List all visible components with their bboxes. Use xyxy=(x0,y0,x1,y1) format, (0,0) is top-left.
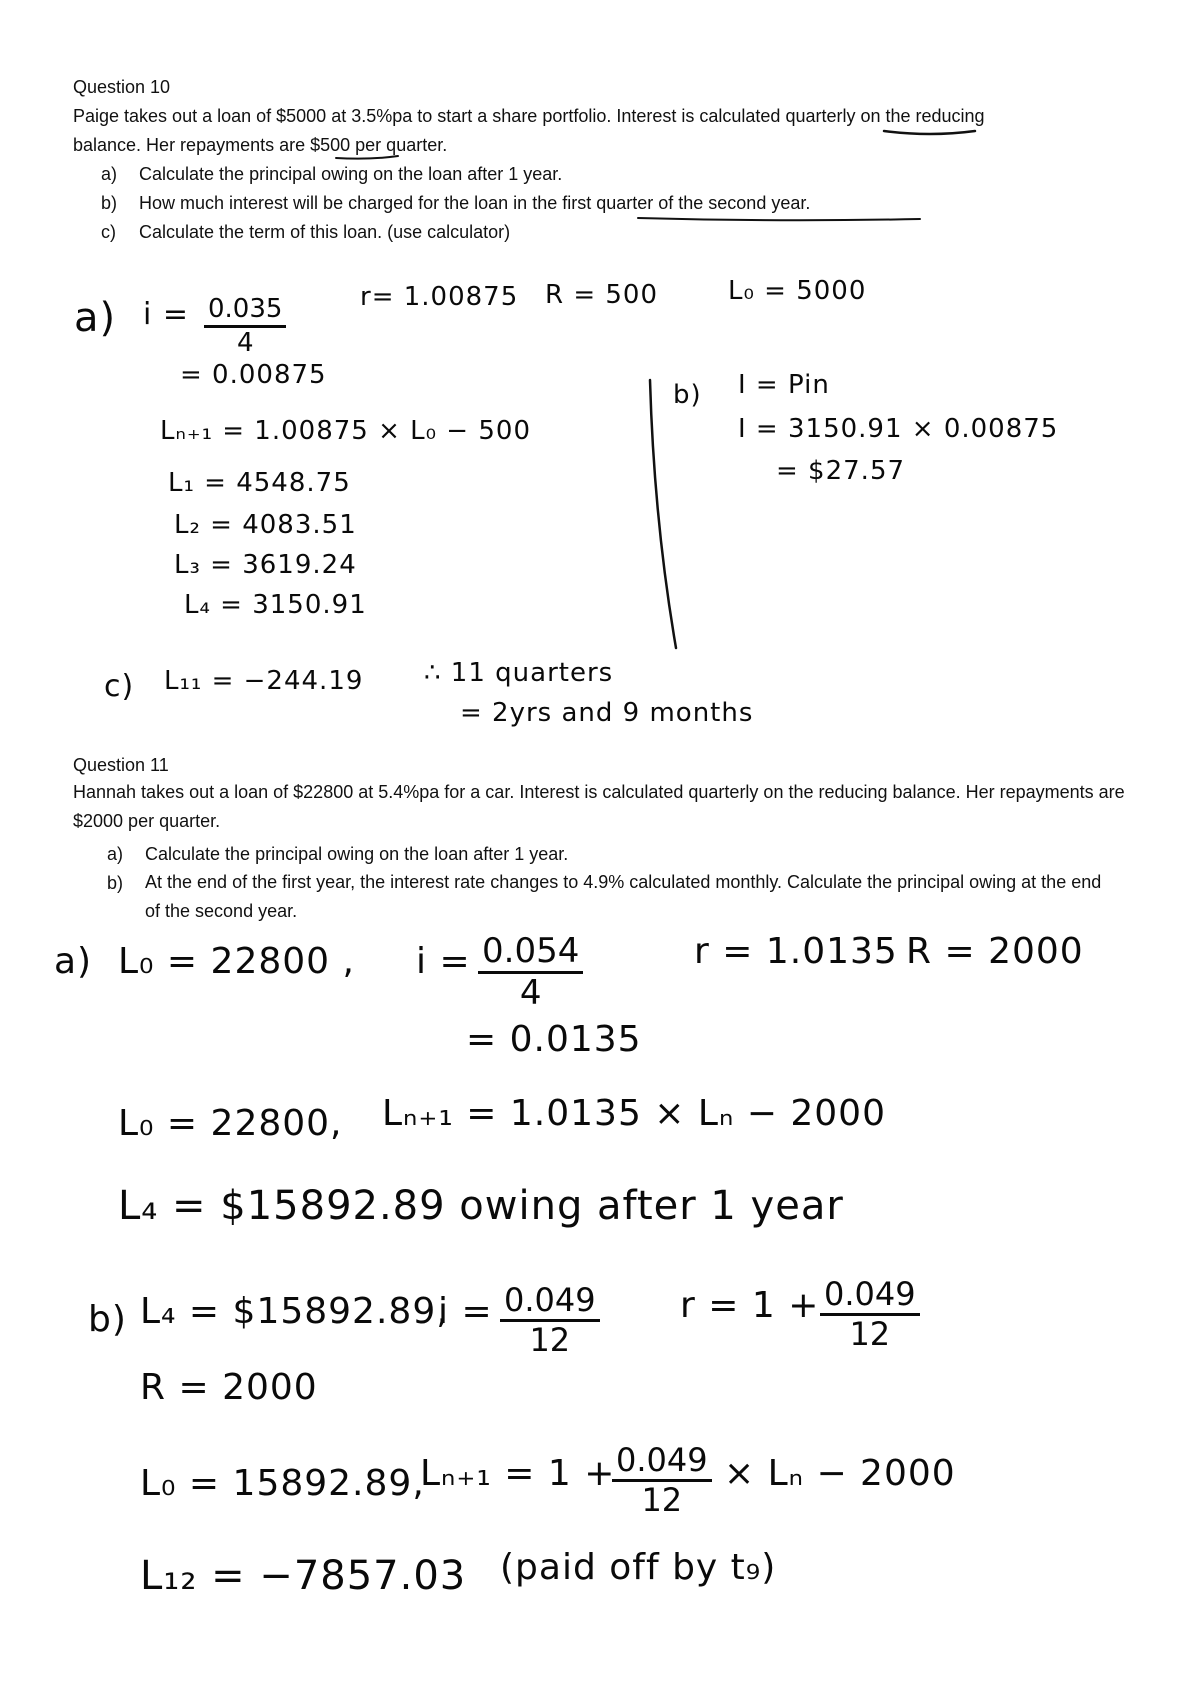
underline-quarterly xyxy=(884,131,975,134)
q11-work-L0: L₀ = 22800 , xyxy=(118,941,355,982)
q10-work-i-fraction xyxy=(204,296,286,356)
q11-prompt: Hannah takes out a loan of $22800 at 5.4%pa for a car. Interest is calculated quarterly on the reducing balance. Her repayments are $2000 per quarter. xyxy=(73,782,1125,831)
q11-work-b-L4: L₄ = $15892.89, xyxy=(140,1291,449,1332)
q10-work-i-numerator: 0.035 xyxy=(204,296,286,328)
q11-work-b-R: R = 2000 xyxy=(140,1367,318,1408)
q10-work-r: r= 1.00875 xyxy=(360,282,519,312)
q10-work-i-lhs: i = xyxy=(143,297,190,332)
q10-part-a-text: Calculate the principal owing on the loan after 1 year. xyxy=(139,164,563,184)
q11-work-b-i-lhs: i = xyxy=(438,1291,493,1332)
q10-work-L3: L₃ = 3619.24 xyxy=(174,550,357,580)
q10-part-b-text: How much interest will be charged for the loan in the first quarter of the second year. xyxy=(139,193,811,213)
q11-work-b-label: b) xyxy=(88,1299,127,1340)
q10-work-recurrence: Lₙ₊₁ = 1.00875 × L₀ − 500 xyxy=(160,416,531,446)
q11-heading: Question 11 xyxy=(73,755,169,775)
q11-part-a-text: Calculate the principal owing on the loan after 1 year. xyxy=(145,844,569,864)
q10-part-c-text: Calculate the term of this loan. (use calculator) xyxy=(139,222,511,242)
q10-work-L1: L₁ = 4548.75 xyxy=(168,468,351,498)
q10-work-b-line-3: = $27.57 xyxy=(776,456,906,486)
q11-work-b-r-fraction xyxy=(820,1275,920,1353)
q11-work-L4: L₄ = $15892.89 owing after 1 year xyxy=(118,1183,844,1229)
q10-work-L2: L₂ = 4083.51 xyxy=(174,510,357,540)
q11-work-R: R = 2000 xyxy=(906,931,1084,972)
q10-work-c-line-2: ∴ 11 quarters xyxy=(424,658,614,688)
q11-work-b-r-denominator: 12 xyxy=(849,1315,891,1353)
q10-work-b-label: b) xyxy=(673,380,702,410)
q10-work-c-line-3: = 2yrs and 9 months xyxy=(460,698,754,728)
underline-500-per-quarter xyxy=(336,156,398,159)
q11-work-b-i-denominator: 12 xyxy=(529,1321,571,1359)
q11-part-a-label: a) xyxy=(107,844,124,864)
q10-work-R: R = 500 xyxy=(545,280,659,310)
q10-work-b-line-1: I = Pin xyxy=(738,370,830,400)
q11-work-b-L12: L₁₂ = −7857.03 xyxy=(140,1553,467,1599)
q10-work-L0: L₀ = 5000 xyxy=(728,276,867,306)
q11-work-i-value: = 0.0135 xyxy=(466,1019,642,1060)
q11-work-b-r-numerator: 0.049 xyxy=(820,1278,920,1316)
q11-work-i-denominator: 4 xyxy=(519,973,542,1013)
q10-heading: Question 10 xyxy=(73,77,171,97)
q11-work-b-rec-rhs: × Lₙ − 2000 xyxy=(724,1453,956,1494)
q11-work-a-label: a) xyxy=(54,941,93,982)
q11-work-b-rec-lhs: Lₙ₊₁ = 1 + xyxy=(420,1453,616,1494)
q10-work-L4: L₄ = 3150.91 xyxy=(184,590,367,620)
q10-part-c-label: c) xyxy=(101,222,116,242)
q10-work-i-denominator: 4 xyxy=(236,328,254,358)
q10-work-i-value: = 0.00875 xyxy=(180,360,327,390)
q11-part-b-label: b) xyxy=(107,873,124,893)
q11-work-i-lhs: i = xyxy=(416,941,471,982)
q10-part-b-label: b) xyxy=(101,193,118,213)
q10-prompt-line-2: balance. Her repayments are $500 per quarter. xyxy=(73,135,448,155)
q11-work-r: r = 1.0135 xyxy=(694,931,898,972)
q10-work-c-line-1: L₁₁ = −244.19 xyxy=(164,666,364,696)
q10-work-b-line-2: I = 3150.91 × 0.00875 xyxy=(738,414,1059,444)
underline-first-quarter xyxy=(638,218,920,220)
q11-work-i-numerator: 0.054 xyxy=(478,934,583,974)
q11-part-b-text: At the end of the first year, the interest rate changes to 4.9% calculated monthly. Calculate the principal owing at the end of the second year. xyxy=(145,872,1102,921)
q10-part-a-label: a) xyxy=(101,164,118,184)
q11-work-b-rec-numerator: 0.049 xyxy=(612,1444,712,1482)
q11-work-b-rec-L0: L₀ = 15892.89, xyxy=(140,1463,425,1504)
q11-work-recurrence: Lₙ₊₁ = 1.0135 × Lₙ − 2000 xyxy=(382,1093,886,1134)
q11-work-rec-L0: L₀ = 22800, xyxy=(118,1103,343,1144)
q11-work-b-r-lhs: r = 1 + xyxy=(680,1285,820,1326)
q10-work-a-label: a) xyxy=(74,295,117,341)
q11-work-b-rec-denominator: 12 xyxy=(641,1481,683,1519)
q11-work-b-i-fraction xyxy=(500,1281,600,1359)
q11-work-b-i-numerator: 0.049 xyxy=(500,1284,600,1322)
q10-work-divider xyxy=(650,380,676,648)
q11-work-i-fraction xyxy=(478,931,583,1013)
q11-work-b-note: (paid off by t₉) xyxy=(500,1547,777,1588)
q10-prompt-line-1: Paige takes out a loan of $5000 at 3.5%pa to start a share portfolio. Interest is calculated quarterly on the reducing xyxy=(73,106,985,126)
q10-work-c-label: c) xyxy=(104,669,135,704)
q11-work-b-rec-fraction xyxy=(612,1441,712,1519)
